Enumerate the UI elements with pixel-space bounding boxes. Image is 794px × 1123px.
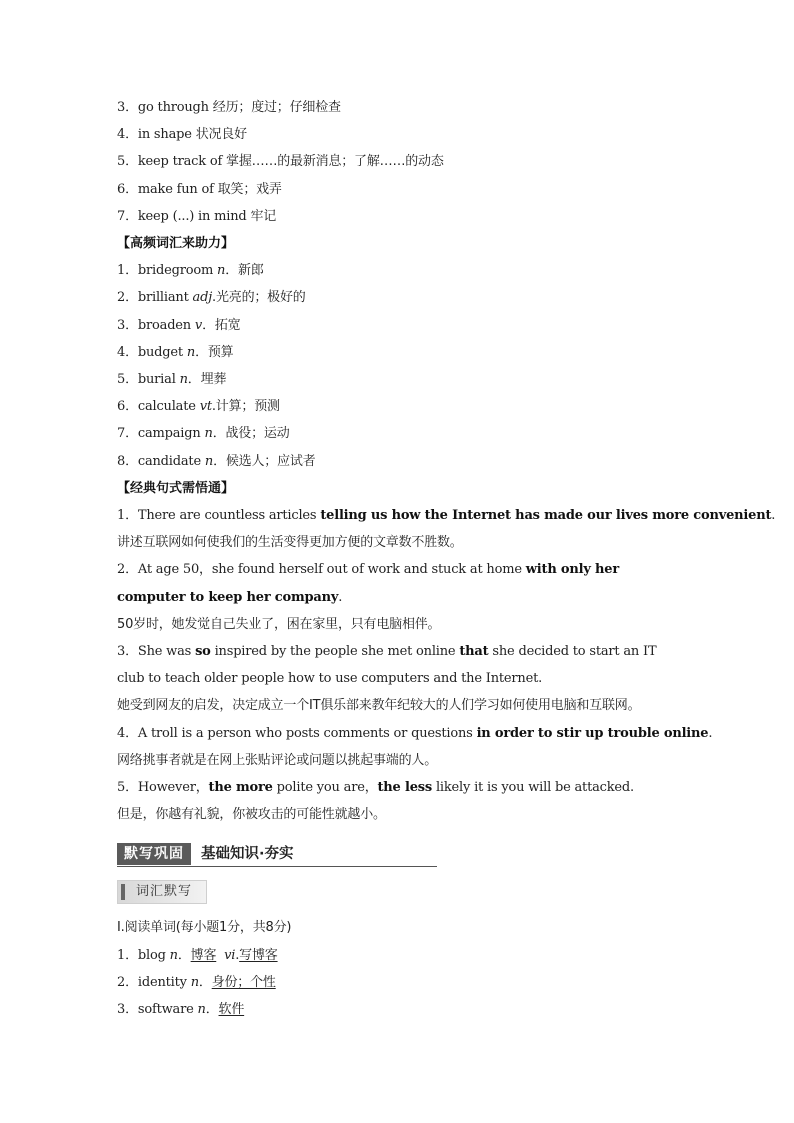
bar-marker-icon bbox=[121, 884, 125, 900]
sentences-heading: 【经典句式需悟通】 bbox=[117, 480, 235, 496]
exercise-item: 2．identity n．身份；个性 bbox=[117, 974, 276, 990]
banner-title: 基础知识·夯实 bbox=[201, 846, 294, 863]
answer-blank: 软件 bbox=[218, 1002, 245, 1018]
list-item: 4．in shape 状况良好 bbox=[117, 127, 247, 143]
exercise-item: 3．software n．软件 bbox=[117, 1002, 245, 1018]
answer-blank: 写博客 bbox=[239, 947, 278, 963]
banner-tag: 默写巩固 bbox=[117, 843, 191, 865]
exercise-item: 1．blog n．博客 vi.写博客 bbox=[117, 947, 278, 963]
sentence-cn: 讲述互联网如何使我们的生活变得更加方便的文章数不胜数。 bbox=[117, 535, 463, 551]
sentence-en: 5．However，the more polite you are，the less likely it is you will be attacked. bbox=[117, 780, 634, 796]
document-page bbox=[117, 94, 776, 1023]
list-item: 3．broaden v．拓宽 bbox=[117, 317, 241, 333]
sentence-en: 1．There are countless articles telling us how the Internet has made our lives more convenient. bbox=[117, 508, 776, 524]
banner-divider bbox=[117, 866, 437, 867]
list-item: 7．campaign n．战役；运动 bbox=[117, 426, 290, 442]
list-item: 3．go through 经历；度过；仔细检查 bbox=[117, 100, 341, 115]
list-item: 5．keep track of 掌握……的最新消息；了解……的动态 bbox=[117, 154, 444, 170]
list-item: 2．brilliant adj.光亮的；极好的 bbox=[117, 290, 306, 306]
subsection-label: 词汇默写 bbox=[117, 880, 207, 904]
section-banner bbox=[117, 843, 687, 867]
list-item: 4．budget n．预算 bbox=[117, 344, 234, 360]
list-item: 6．make fun of 取笑；戏弄 bbox=[117, 181, 282, 197]
vocab-heading: 【高频词汇来助力】 bbox=[117, 236, 235, 252]
exercise-heading: Ⅰ.阅读单词(每小题1分，共8分) bbox=[117, 920, 292, 936]
list-item: 5．burial n．埋葬 bbox=[117, 372, 227, 388]
list-item: 8．candidate n．候选人；应试者 bbox=[117, 453, 316, 469]
sentence-en: 4．A troll is a person who posts comments or questions in order to stir up trouble online. bbox=[117, 725, 713, 741]
sentence-cn: 50岁时，她发觉自己失业了，困在家里，只有电脑相伴。 bbox=[117, 616, 441, 632]
list-item: 7．keep (...) in mind 牢记 bbox=[117, 208, 277, 224]
list-item: 1．bridegroom n．新郎 bbox=[117, 263, 264, 279]
sentence-en: 3．She was so inspired by the people she met online that she decided to start an IT club to teach older people how to use computers and the Internet. bbox=[117, 644, 657, 687]
sentence-cn: 网络挑事者就是在网上张贴评论或问题以挑起事端的人。 bbox=[117, 752, 438, 768]
answer-blank: 博客 bbox=[190, 947, 217, 963]
answer-blank: 身份；个性 bbox=[211, 974, 276, 990]
sentence-cn: 她受到网友的启发，决定成立一个IT俱乐部来教年纪较大的人们学习如何使用电脑和互联网。 bbox=[117, 698, 641, 714]
list-item: 6．calculate vt.计算；预测 bbox=[117, 399, 280, 415]
sentence-list bbox=[117, 502, 776, 828]
sentence-cn: 但是，你越有礼貌，你被攻击的可能性就越小。 bbox=[117, 807, 386, 823]
sentence-en: 2．At age 50，she found herself out of work and stuck at home with only her computer to keep her company. bbox=[117, 562, 620, 605]
phrase-list bbox=[117, 94, 687, 230]
vocab-list bbox=[117, 257, 687, 475]
